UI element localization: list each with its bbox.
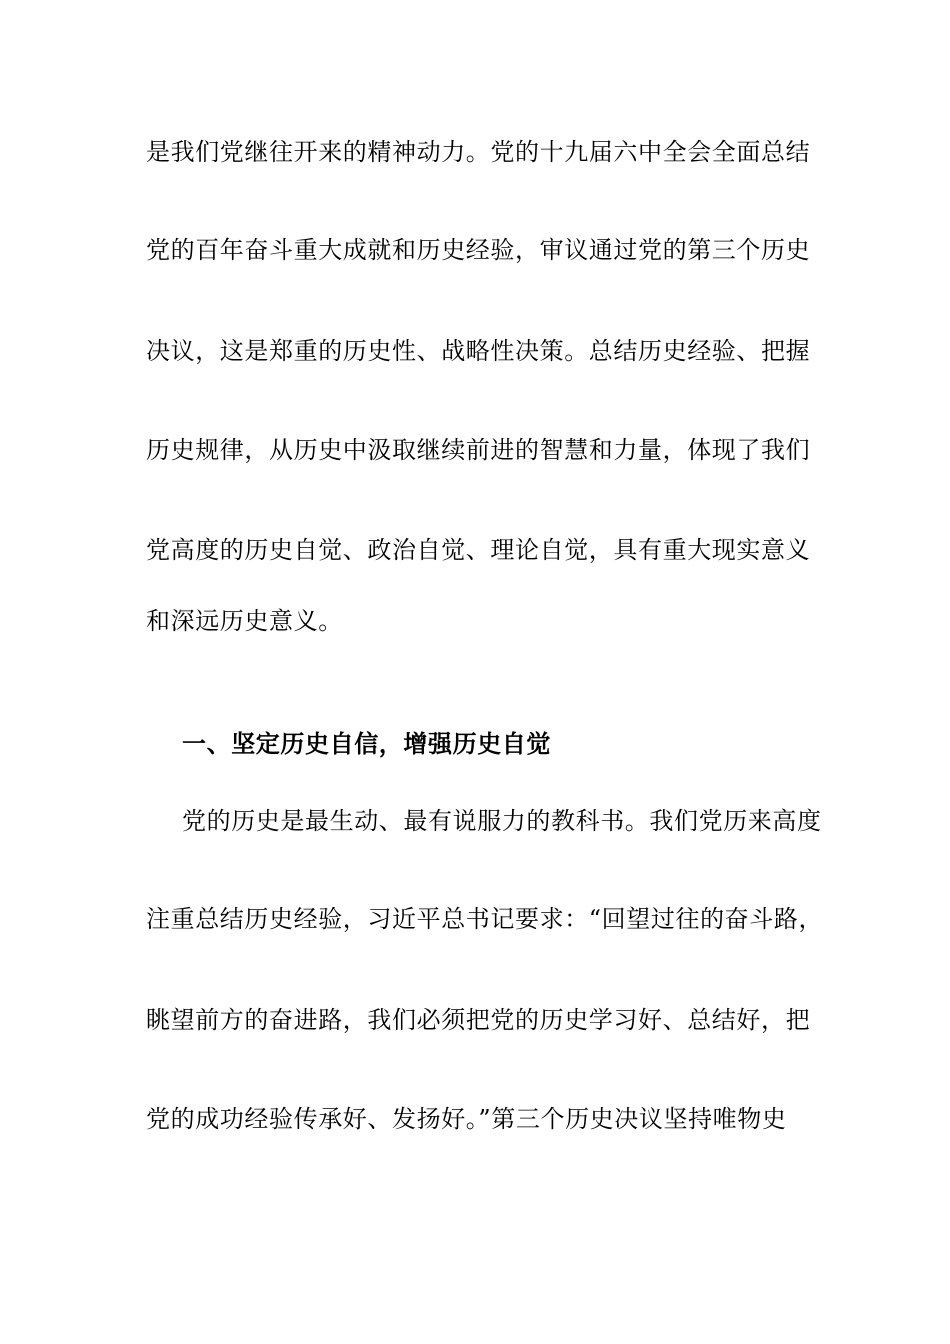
paragraph-line: 和深远历史意义。: [146, 607, 343, 635]
paragraph-line: 决议，这是郑重的历史性、战略性决策。总结历史经验、把握: [146, 337, 811, 365]
paragraph-line: 党的百年奋斗重大成就和历史经验，审议通过党的第三个历史: [146, 236, 811, 264]
paragraph-line: 党的成功经验传承好、发扬好。”第三个历史决议坚持唯物史: [146, 1105, 787, 1133]
paragraph-line: 是我们党继往开来的精神动力。党的十九届六中全会全面总结: [146, 138, 811, 166]
paragraph-line: 注重总结历史经验，习近平总书记要求：“回望过往的奋斗路，: [146, 905, 824, 933]
section-heading: 一、坚定历史自信，增强历史自觉: [182, 729, 551, 758]
paragraph-line: 党的历史是最生动、最有说服力的教科书。我们党历来高度: [182, 807, 822, 835]
paragraph-line: 历史规律，从历史中汲取继续前进的智慧和力量，体现了我们: [146, 436, 811, 464]
paragraph-line: 眺望前方的奋进路，我们必须把党的历史学习好、总结好，把: [146, 1006, 811, 1034]
paragraph-line: 党高度的历史自觉、政治自觉、理论自觉，具有重大现实意义: [146, 536, 811, 564]
